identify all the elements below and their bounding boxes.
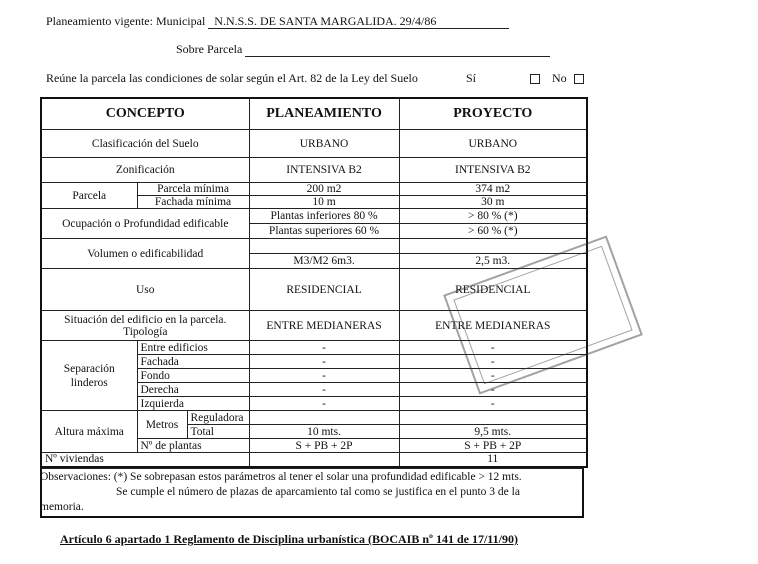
situacion-plan: ENTRE MEDIANERAS bbox=[249, 311, 399, 341]
question-line bbox=[46, 71, 418, 86]
col-planeamiento: PLANEAMIENTO bbox=[249, 98, 399, 130]
separacion-row-plan: - bbox=[249, 341, 399, 355]
separacion-row-proy: - bbox=[399, 355, 587, 369]
total-label: Total bbox=[187, 425, 249, 439]
parcela-label: Parcela bbox=[41, 183, 137, 209]
volumen-proy-blank bbox=[399, 239, 587, 254]
reguladora-plan-blank bbox=[249, 411, 399, 425]
uso-label: Uso bbox=[41, 269, 249, 311]
separacion-row-plan: - bbox=[249, 383, 399, 397]
situacion-label-line2: Tipología bbox=[123, 325, 168, 338]
total-plan: 10 mts. bbox=[249, 425, 399, 439]
footer-reference: Artículo 6 apartado 1 Reglamento de Disciplina urbanística (BOCAIB nº 141 de 17/11/90) bbox=[60, 532, 518, 546]
separacion-row-plan: - bbox=[249, 355, 399, 369]
zonificacion-label: Zonificación bbox=[41, 158, 249, 183]
table-header-row bbox=[41, 98, 587, 130]
fachada-minima-plan: 10 m bbox=[249, 196, 399, 209]
plantas-plan: S + PB + 2P bbox=[249, 439, 399, 453]
separacion-row-proy: - bbox=[399, 341, 587, 355]
reguladora-label: Reguladora bbox=[187, 411, 249, 425]
clasificacion-plan: URBANO bbox=[249, 130, 399, 158]
planeamiento-value: N.N.S.S. DE SANTA MARGALIDA. 29/4/86 bbox=[208, 14, 509, 29]
ocupacion-inf-proy: > 80 % (*) bbox=[399, 209, 587, 224]
situacion-label bbox=[41, 311, 249, 341]
observaciones-line2: Se cumple el número de plazas de aparcamiento tal como se justifica en el punto 3 de la bbox=[116, 486, 520, 498]
viviendas-proy: 11 bbox=[399, 453, 587, 467]
separacion-row-name: Fondo bbox=[137, 369, 249, 383]
parcela-label: Sobre Parcela bbox=[176, 42, 243, 56]
observaciones-line1: Observaciones: (*) Se sobrepasan estos parámetros al tener el solar una profundidad edificable > 12 mts. bbox=[40, 471, 522, 483]
parcela-minima-plan: 200 m2 bbox=[249, 183, 399, 196]
separacion-row-name: Fachada bbox=[137, 355, 249, 369]
parcela-value-blank bbox=[245, 42, 550, 57]
situacion-label-line1: Situación del edificio en la parcela. bbox=[64, 313, 227, 326]
table-row bbox=[41, 209, 587, 224]
table-row bbox=[41, 411, 587, 425]
total-proy: 9,5 mts. bbox=[399, 425, 587, 439]
parcela-line bbox=[176, 42, 550, 57]
fachada-minima-label: Fachada mínima bbox=[137, 196, 249, 209]
separacion-row-proy: - bbox=[399, 397, 587, 411]
ocupacion-inf-plan: Plantas inferiores 80 % bbox=[249, 209, 399, 224]
zonificacion-proy: INTENSIVA B2 bbox=[399, 158, 587, 183]
separacion-row-plan: - bbox=[249, 397, 399, 411]
ocupacion-sup-proy: > 60 % (*) bbox=[399, 224, 587, 239]
parcela-minima-proy: 374 m2 bbox=[399, 183, 587, 196]
viviendas-plan bbox=[249, 453, 399, 467]
situacion-proy: ENTRE MEDIANERAS bbox=[399, 311, 587, 341]
no-checkbox[interactable] bbox=[574, 74, 584, 84]
plantas-label: Nº de plantas bbox=[137, 439, 249, 453]
uso-proy: RESIDENCIAL bbox=[399, 269, 587, 311]
ocupacion-sup-plan: Plantas superiores 60 % bbox=[249, 224, 399, 239]
separacion-label: Separación linderos bbox=[41, 341, 137, 411]
col-proyecto: PROYECTO bbox=[399, 98, 587, 130]
si-checkbox[interactable] bbox=[530, 74, 540, 84]
table-row bbox=[41, 130, 587, 158]
parcela-minima-label: Parcela mínima bbox=[137, 183, 249, 196]
clasificacion-label: Clasificación del Suelo bbox=[41, 130, 249, 158]
viviendas-label: Nº viviendas bbox=[41, 453, 249, 467]
planeamiento-line bbox=[46, 14, 509, 29]
no-option bbox=[552, 71, 584, 86]
volumen-plan-blank bbox=[249, 239, 399, 254]
col-concepto: CONCEPTO bbox=[41, 98, 249, 130]
zonificacion-plan: INTENSIVA B2 bbox=[249, 158, 399, 183]
solar-question: Reúne la parcela las condiciones de solar según el Art. 82 de la Ley del Suelo bbox=[46, 71, 418, 85]
volumen-proy: 2,5 m3. bbox=[399, 254, 587, 269]
ocupacion-label: Ocupación o Profundidad edificable bbox=[41, 209, 249, 239]
uso-plan: RESIDENCIAL bbox=[249, 269, 399, 311]
observaciones-bottom-border bbox=[40, 468, 584, 518]
si-option bbox=[466, 71, 476, 86]
separacion-row-proy: - bbox=[399, 369, 587, 383]
separacion-row-name: Derecha bbox=[137, 383, 249, 397]
separacion-row-name: Izquierda bbox=[137, 397, 249, 411]
plantas-proy: S + PB + 2P bbox=[399, 439, 587, 453]
planeamiento-label: Planeamiento vigente: Municipal bbox=[46, 14, 206, 28]
si-label: Sí bbox=[466, 71, 477, 85]
clasificacion-proy: URBANO bbox=[399, 130, 587, 158]
table-row bbox=[41, 453, 587, 467]
table-row bbox=[41, 158, 587, 183]
observaciones-line3: memoria. bbox=[40, 501, 84, 513]
separacion-row-plan: - bbox=[249, 369, 399, 383]
reguladora-proy-blank bbox=[399, 411, 587, 425]
volumen-plan: M3/M2 6m3. bbox=[249, 254, 399, 269]
no-label: No bbox=[552, 71, 567, 85]
separacion-row-name: Entre edificios bbox=[137, 341, 249, 355]
volumen-label: Volumen o edificabilidad bbox=[41, 239, 249, 269]
fachada-minima-proy: 30 m bbox=[399, 196, 587, 209]
separacion-row-proy: - bbox=[399, 383, 587, 397]
si-checkbox-group bbox=[526, 71, 540, 86]
table-row bbox=[41, 239, 587, 254]
table-row bbox=[41, 183, 587, 196]
altura-label: Altura máxima bbox=[41, 411, 137, 453]
metros-label: Metros bbox=[137, 411, 187, 439]
